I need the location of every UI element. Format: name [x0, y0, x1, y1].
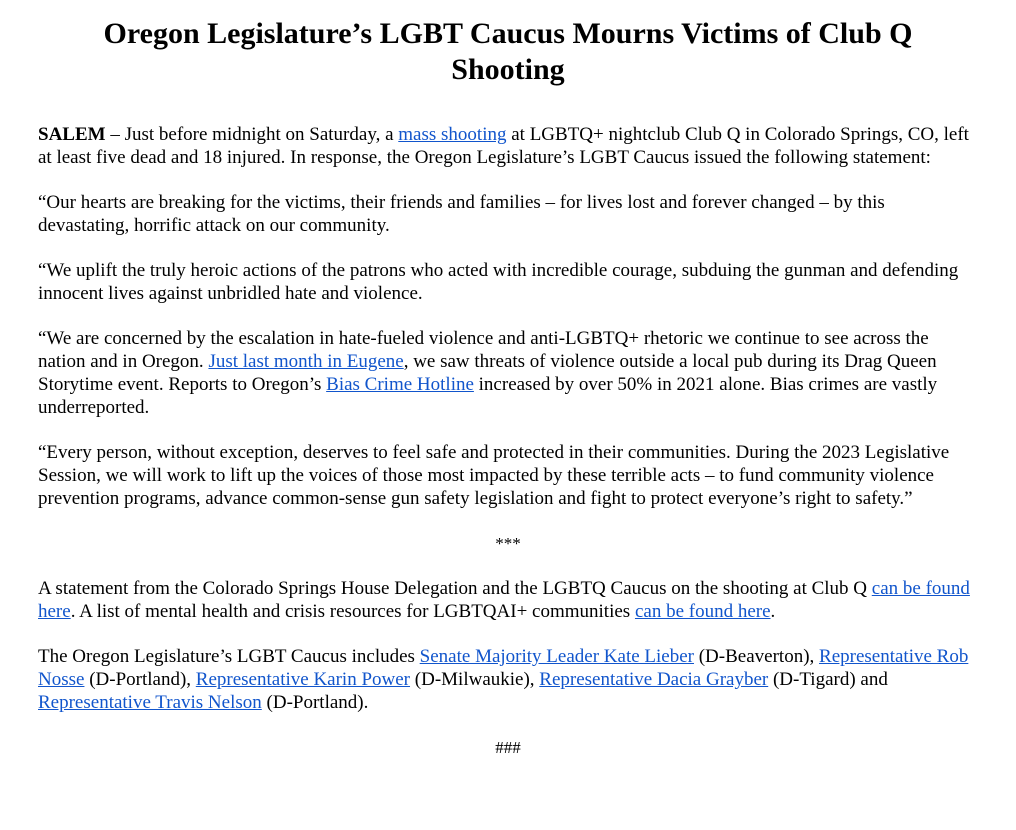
statement-paragraph-hearts: “Our hearts are breaking for the victims, their friends and families – for lives lost and forever changed – by this devastating, horrific attack on our community.	[38, 192, 885, 236]
members-text-5: (D-Tigard) and	[768, 669, 888, 690]
resources-paragraph	[38, 577, 978, 623]
members-text-2: (D-Beaverton),	[693, 646, 820, 667]
members-text-3: (D-Portland),	[84, 669, 196, 690]
resources-text-1: A statement from the Colorado Springs House Delegation and the LGBTQ Caucus on the shooting at Club Q	[38, 578, 872, 599]
mass-shooting-link[interactable]: mass shooting	[398, 124, 507, 145]
mental-health-resources-link[interactable]: can be found here	[634, 601, 771, 622]
dateline: SALEM	[38, 124, 106, 145]
concern-text-3: increased by over 50% in 2021 alone. Bias crimes are vastly underreported.	[38, 374, 938, 418]
intro-text-2: at LGBTQ+ nightclub Club Q in Colorado Springs, CO, left at least five dead and 18 injured. In response, the Oregon Legislature’s LGBT Caucus issued the following statement:	[38, 124, 969, 168]
intro-paragraph	[38, 123, 978, 169]
colorado-statement-link[interactable]: can be found here	[38, 578, 970, 622]
karin-power-link[interactable]: Representative Karin Power	[195, 669, 411, 690]
end-marker: ###	[495, 738, 521, 757]
concern-text-1: “We are concerned by the escalation in hate-fueled violence and anti-LGBTQ+ rhetoric we continue to see across the nation and in Oregon.	[38, 328, 929, 372]
rob-nosse-link[interactable]: Representative Rob Nosse	[38, 646, 969, 690]
resources-text-3: .	[770, 601, 776, 622]
intro-text-1: – Just before midnight on Saturday, a	[105, 124, 399, 145]
statement-paragraph-concern	[38, 327, 978, 419]
resources-text-2: . A list of mental health and crisis resources for LGBTQAI+ communities	[70, 601, 635, 622]
members-text-1: The Oregon Legislature’s LGBT Caucus includes	[38, 646, 420, 667]
members-text-4: (D-Milwaukie),	[410, 669, 540, 690]
dacia-grayber-link[interactable]: Representative Dacia Grayber	[539, 669, 769, 690]
travis-nelson-link[interactable]: Representative Travis Nelson	[38, 692, 262, 713]
page-title: Oregon Legislature’s LGBT Caucus Mourns Victims of Club Q Shooting	[103, 17, 913, 86]
members-text-6: (D-Portland).	[261, 692, 369, 713]
statement-paragraph-uplift: “We uplift the truly heroic actions of the patrons who acted with incredible courage, subduing the gunman and defending innocent lives against unbridled hate and violence.	[38, 260, 959, 304]
concern-text-2: , we saw threats of violence outside a local pub during its Drag Queen Storytime event. Reports to Oregon’s	[38, 351, 937, 395]
kate-lieber-link[interactable]: Senate Majority Leader Kate Lieber	[419, 646, 694, 667]
section-separator: ***	[495, 534, 521, 553]
statement-paragraph-safety: “Every person, without exception, deserves to feel safe and protected in their communities. During the 2023 Legislative Session, we will work to lift up the voices of those most impacted by these terrible acts – to fund community violence prevention programs, advance common-sense gun safety legislation and fight to protect everyone’s right to safety.”	[38, 442, 950, 509]
caucus-members-paragraph	[38, 645, 978, 714]
bias-crime-hotline-link[interactable]: Bias Crime Hotline	[326, 374, 474, 395]
eugene-link[interactable]: Just last month in Eugene	[208, 351, 404, 372]
